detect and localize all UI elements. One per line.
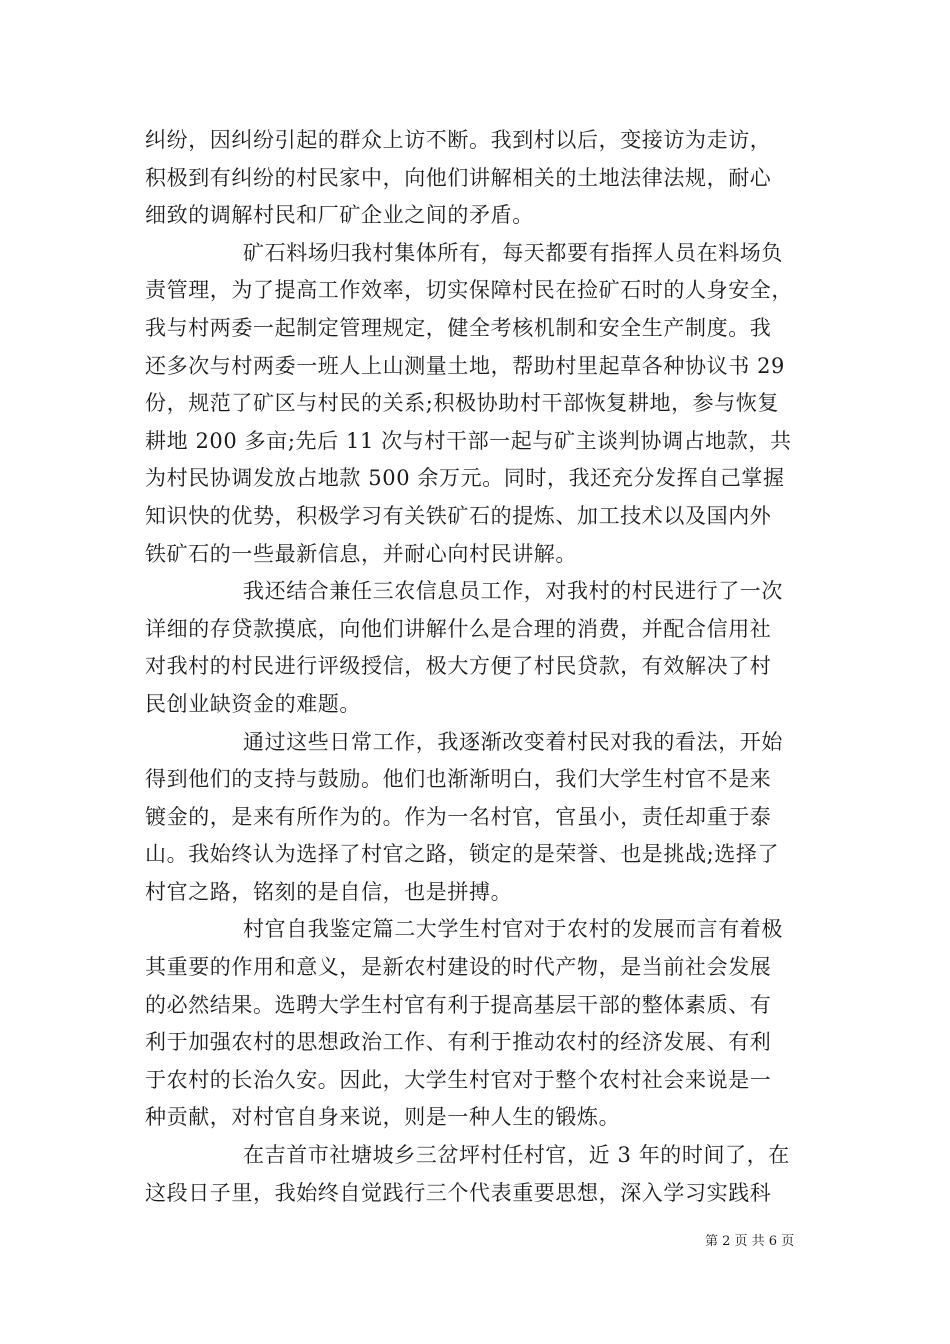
text-line: 责管理，为了提高工作效率，切实保障村民在捡矿石时的人身安全， xyxy=(145,278,793,303)
text-line: 细致的调解村民和厂矿企业之间的矛盾。 xyxy=(145,203,534,228)
text-line: 我与村两委一起制定管理规定，健全考核机制和安全生产制度。我 xyxy=(145,315,772,340)
page-footer: 第 2 页 共 6 页 xyxy=(705,1234,795,1249)
text-line: 于农村的长治久安。因此，大学生村官对于整个农村社会来说是一 xyxy=(145,1067,772,1092)
text-line: 镀金的，是来有所作为的。作为一名村官，官虽小，责任却重于泰 xyxy=(145,804,772,829)
text-line: 山。我始终认为选择了村官之路，锁定的是荣誉、也是挑战;选择了 xyxy=(145,842,780,867)
paragraph-first-line: 在吉首市社塘坡乡三岔坪村任村官，近 3 年的时间了，在 xyxy=(243,1143,790,1168)
paragraph-first-line: 矿石料场归我村集体所有，每天都要有指挥人员在料场负 xyxy=(243,240,783,265)
text-line: 得到他们的支持与鼓励。他们也渐渐明白，我们大学生村官不是来 xyxy=(145,767,772,792)
text-line: 利于加强农村的思想政治工作、有利于推动农村的经济发展、有利 xyxy=(145,1030,772,1055)
text-line: 份，规范了矿区与村民的关系;积极协助村干部恢复耕地，参与恢复 xyxy=(145,391,780,416)
text-line: 耕地 200 多亩;先后 11 次与村干部一起与矿主谈判协调占地款，共 xyxy=(145,428,792,453)
text-line: 这段日子里，我始终自觉践行三个代表重要思想，深入学习实践科 xyxy=(145,1180,772,1205)
body-text xyxy=(145,122,810,1212)
text-line: 积极到有纠纷的村民家中，向他们讲解相关的土地法律法规，耐心 xyxy=(145,165,772,190)
text-line: 还多次与村两委一班人上山测量土地，帮助村里起草各种协议书 29 xyxy=(145,353,785,378)
text-line: 知识快的优势，积极学习有关铁矿石的提炼、加工技术以及国内外 xyxy=(145,503,772,528)
paragraph-first-line: 村官自我鉴定篇二大学生村官对于农村的发展而言有着极 xyxy=(243,917,783,942)
text-line: 民创业缺资金的难题。 xyxy=(145,691,361,716)
text-line: 为村民协调发放占地款 500 余万元。同时，我还充分发挥自己掌握 xyxy=(145,466,785,491)
paragraph-first-line: 通过这些日常工作，我逐渐改变着村民对我的看法，开始 xyxy=(243,729,783,754)
text-line: 种贡献，对村官自身来说，则是一种人生的锻炼。 xyxy=(145,1105,621,1130)
text-line: 对我村的村民进行评级授信，极大方便了村民贷款，有效解决了村 xyxy=(145,654,772,679)
text-line: 详细的存贷款摸底，向他们讲解什么是合理的消费，并配合信用社 xyxy=(145,616,772,641)
text-line: 的必然结果。选聘大学生村官有利于提高基层干部的整体素质、有 xyxy=(145,992,772,1017)
paragraph-first-line: 我还结合兼任三农信息员工作，对我村的村民进行了一次 xyxy=(243,579,783,604)
text-line: 纠纷，因纠纷引起的群众上访不断。我到村以后，变接访为走访， xyxy=(145,128,772,152)
text-line: 村官之路，铭刻的是自信，也是拼搏。 xyxy=(145,879,513,904)
text-line: 铁矿石的一些最新信息，并耐心向村民讲解。 xyxy=(145,541,577,566)
text-line: 其重要的作用和意义，是新农村建设的时代产物，是当前社会发展 xyxy=(145,955,772,980)
